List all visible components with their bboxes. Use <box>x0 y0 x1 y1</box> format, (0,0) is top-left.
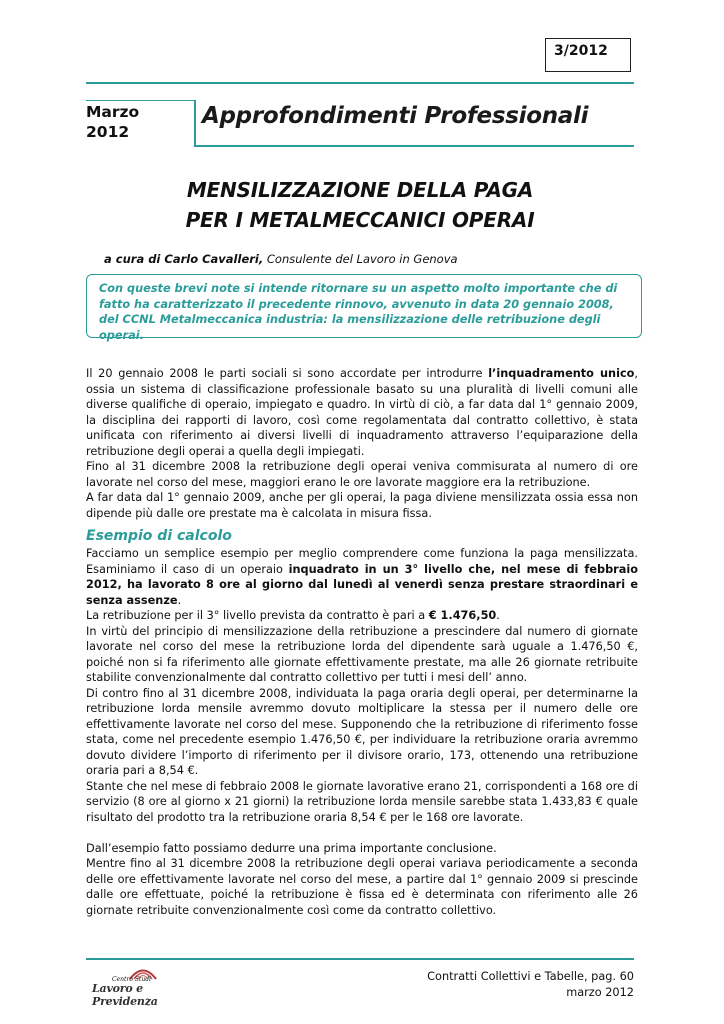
issue-year: 2012 <box>86 123 130 141</box>
section-title: Approfondimenti Professionali <box>202 103 589 129</box>
publisher-logo <box>92 966 202 1006</box>
date-top-rule <box>86 100 194 101</box>
example-paragraph-1 <box>86 546 638 608</box>
example-p1-a: Facciamo un semplice esempio per meglio comprendere come funziona la paga mensilizzata. Esaminiamo il caso di un operaio <box>86 547 638 576</box>
example-p2-amount: € 1.476,50 <box>428 609 497 622</box>
issue-month: Marzo <box>86 103 140 121</box>
issue-date <box>86 102 139 142</box>
section-title-underline <box>194 145 634 147</box>
intro-p1-a: Il 20 gennaio 2008 le parti sociali si sono accordate per introdurre <box>86 367 489 380</box>
example-text <box>86 546 638 918</box>
example-paragraph-7: Mentre fino al 31 dicembre 2008 la retribuzione degli operai variava periodicamente a seconda delle ore effettivamente lavorate nel corso del mese, a partire dal 1° gennaio 2009 si prescinde dalle ore effettuate, poiché la retribuzione è fissa ed è determinata con riferimento alle 26 giornate retribuite convenzionalmente così come da contratto collettivo. <box>86 857 638 917</box>
example-paragraph-5: Stante che nel mese di febbraio 2008 le giornate lavorative erano 21, corrispondenti a 168 ore di servizio (8 ore al giorno x 21 giorni) la retribuzione lorda mensile sarebbe stata 1.433,83 € quale risultato del prodotto tra la retribuzione oraria 8,54 € per le 168 ore lavorate. <box>86 779 638 824</box>
intro-p1-c: , ossia un sistema di classificazione professionale basato su una pluralità di livelli comuni alle diverse qualifiche di operaio, impiegato e quadro. In virtù di ciò, a far data dal 1° gennaio 2009, la disciplina dei rapporti di lavoro, così come regolamentata dal contratto collettivo, è stata unificata con riferimento ai diversi livelli di inquadramento attraverso l’equiparazione della retribuzione degli operai a quella degli impiegati. <box>86 367 638 458</box>
example-p1-c: . <box>177 593 182 607</box>
intro-paragraph-2: Fino al 31 dicembre 2008 la retribuzione degli operai veniva commisurata al numero di ore lavorate nel corso del mese, maggiori erano le ore lavorate maggiore era la retribuzione. <box>86 460 638 489</box>
article-title-line-1: MENSILIZZAZIONE DELLA PAGA <box>186 178 534 202</box>
example-p2-c: . <box>496 609 500 622</box>
footer-publication: Contratti Collettivi e Tabelle, pag. 60 <box>427 970 634 983</box>
byline-author: a cura di Carlo Cavalleri, <box>104 252 264 266</box>
byline-role: Consulente del Lavoro in Genova <box>263 252 458 266</box>
example-paragraph-2 <box>86 608 638 624</box>
example-paragraph-4: Di contro fino al 31 dicembre 2008, individuata la paga oraria degli operai, per determinarne la retribuzione lorda mensile avremmo dovuto moltiplicare la stessa per il numero delle ore effettivamente lavorate nel corso del mese. Supponendo che la retribuzione di riferimento fosse stata, come nel precedente esempio 1.476,50 €, per individuare la retribuzione oraria avremmo dovuto dividere l’importo di riferimento per il divisore orario, 173, ottenendo una retribuzione oraria pari a 8,54 €. <box>86 686 638 777</box>
abstract-box <box>86 274 642 342</box>
intro-p1-bold: l’inquadramento unico <box>488 367 635 380</box>
example-p2-a: La retribuzione per il 3° livello prevista da contratto è pari a <box>86 609 429 622</box>
footer-divider <box>86 958 634 960</box>
issue-number: 3/2012 <box>554 43 608 59</box>
example-paragraph-6: Dall’esempio fatto possiamo dedurre una prima importante conclusione. <box>86 841 497 855</box>
intro-text <box>86 366 638 521</box>
issue-number-box <box>545 38 631 72</box>
header-vertical-rule <box>194 100 196 146</box>
logo-big-text: Lavoro e Previdenza <box>92 982 158 1008</box>
intro-paragraph-1 <box>86 366 638 459</box>
article-title-line-2: PER I METALMECCANICI OPERAI <box>185 208 535 232</box>
article-title <box>86 175 634 235</box>
abstract-text: Con queste brevi note si intende ritornare su un aspetto molto importante che di fatto ha caratterizzato il precedente rinnovo, avvenuto in data 20 gennaio 2008, del CCNL Metalmeccanica industria: la mensilizzazione delle retribuzione degli operai. <box>99 282 618 342</box>
intro-paragraph-3: A far data dal 1° gennaio 2009, anche per gli operai, la paga diviene mensilizzata ossia essa non dipende più dalle ore prestate ma è calcolata in misura fissa. <box>86 491 638 520</box>
example-heading: Esempio di calcolo <box>86 528 232 544</box>
footer-date: marzo 2012 <box>566 986 634 999</box>
byline <box>104 252 458 266</box>
top-divider <box>86 82 634 84</box>
example-paragraph-3: In virtù del principio di mensilizzazione della retribuzione a prescindere dal numero di giornate lavorate nel corso del mese la retribuzione lorda del dipendente sarà uguale a 1.476,50 €, poiché non si fa riferimento alle giornate effettivamente prestate, ma alle 26 giornate retribuite stabilite convenzionalmente dal contratto collettivo per tutti i mesi dell’ anno. <box>86 624 638 684</box>
example-p1-bold: inquadrato in un 3° livello che, nel mese di febbraio 2012, ha lavorato 8 ore al giorno dal lunedì al venerdì senza prestare straordinari e senza assenze <box>86 562 638 607</box>
paragraph-spacer <box>86 825 638 841</box>
logo-small-text: Centro Studi <box>112 976 151 983</box>
footer-info <box>380 969 634 1001</box>
